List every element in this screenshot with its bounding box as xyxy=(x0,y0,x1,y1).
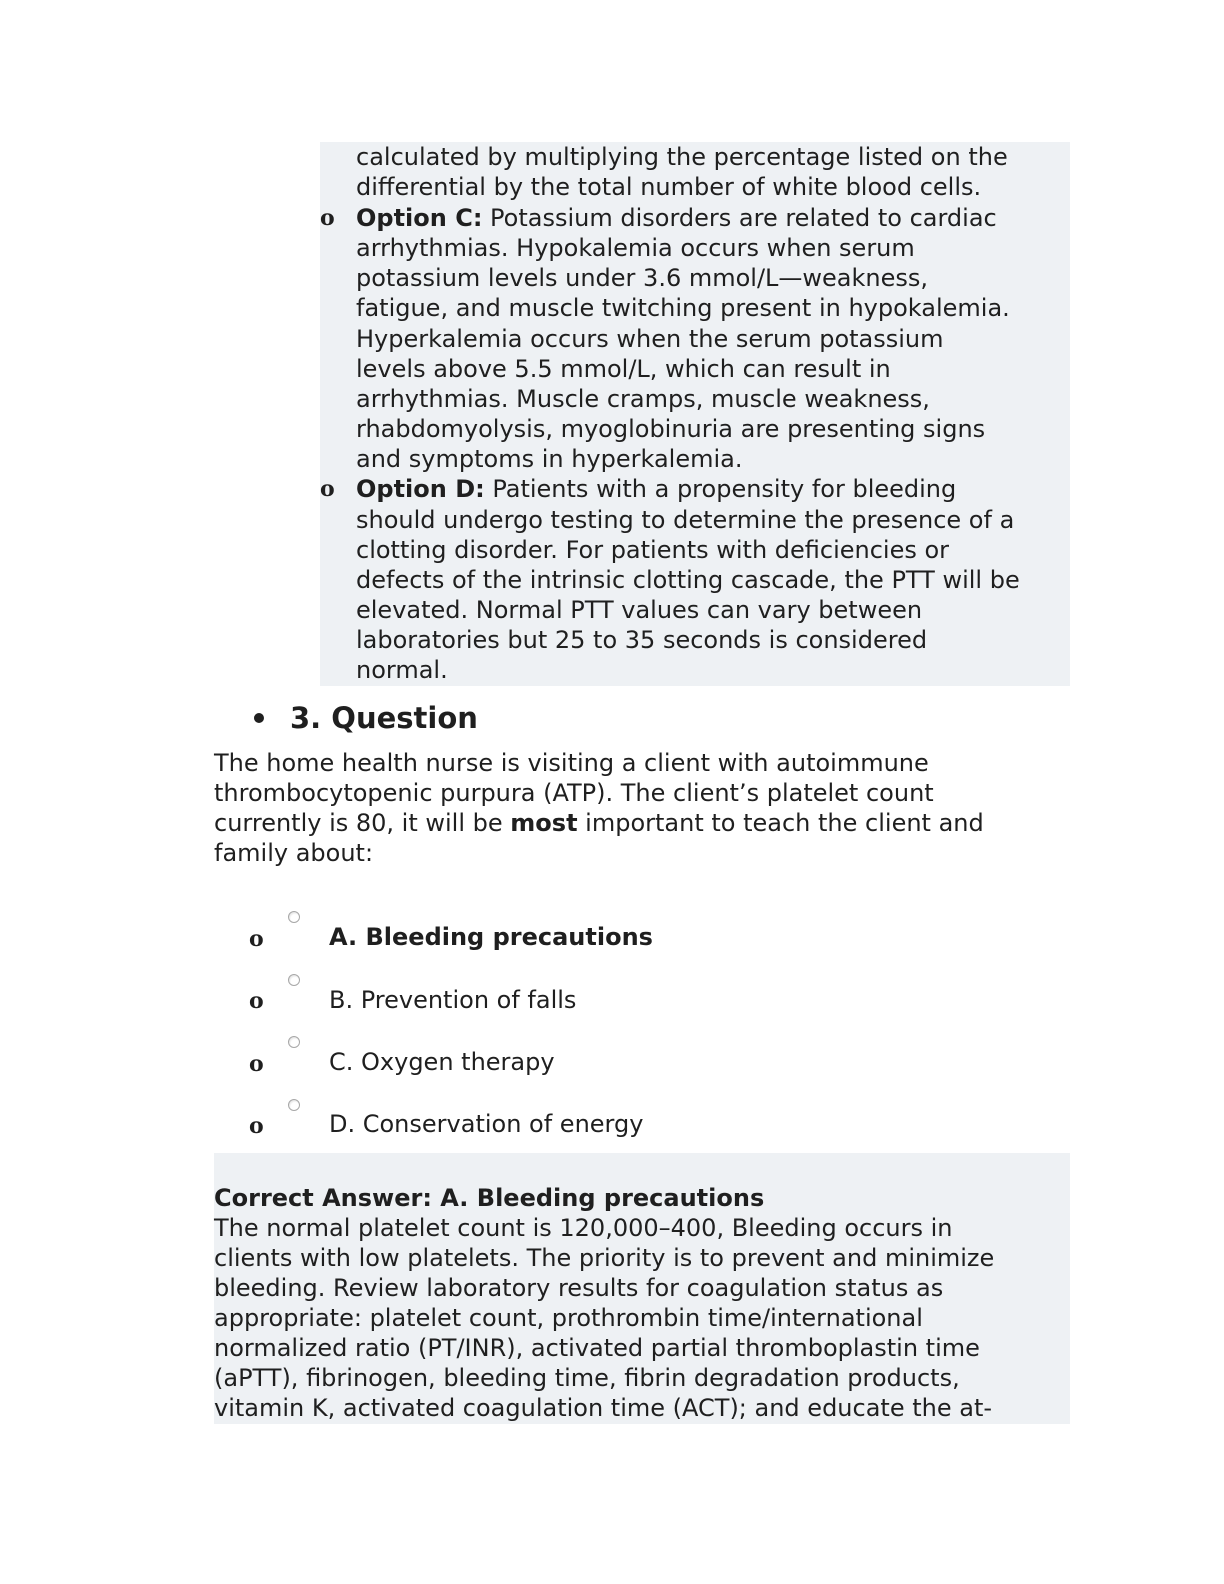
option-c-rationale-line: arrhythmias. Hypokalemia occurs when serum xyxy=(356,234,915,262)
correct-answer-heading: Correct Answer: A. Bleeding precautions xyxy=(214,1184,765,1212)
question-heading xyxy=(244,700,478,736)
answer-explanation-line: (aPTT), fibrinogen, bleeding time, fibrin degradation products, xyxy=(214,1364,960,1392)
option-d-rationale-line: elevated. Normal PTT values can vary between xyxy=(356,596,923,624)
option-c-radio[interactable] xyxy=(288,1036,300,1048)
option-bullet: o xyxy=(249,926,264,952)
answer-explanation-line: normalized ratio (PT/INR), activated partial thromboplastin time xyxy=(214,1334,980,1362)
option-c-rationale-line: levels above 5.5 mmol/L, which can result in xyxy=(356,355,891,383)
option-d-bullet: o xyxy=(320,476,335,502)
option-c-rationale-line: fatigue, and muscle twitching present in hypokalemia. xyxy=(356,294,1010,322)
answer-explanation-line: The normal platelet count is 120,000–400, Bleeding occurs in xyxy=(214,1214,953,1242)
question-stem-line: family about: xyxy=(214,839,374,867)
option-c-rationale-line: Hyperkalemia occurs when the serum potassium xyxy=(356,325,944,353)
option-c-bullet: o xyxy=(320,205,335,231)
stem-emphasis: most xyxy=(510,809,578,837)
answer-explanation-line: vitamin K, activated coagulation time (ACT); and educate the at- xyxy=(214,1394,993,1422)
question-heading-text: 3. Question xyxy=(290,701,478,735)
option-b-radio[interactable] xyxy=(288,974,300,986)
question-stem-line xyxy=(214,808,984,838)
option-a-radio[interactable] xyxy=(288,911,300,923)
rationale-line: differential by the total number of white blood cells. xyxy=(356,173,982,201)
option-d-rationale-first-line xyxy=(356,474,1076,504)
option-c-rationale-line: potassium levels under 3.6 mmol/L—weakness, xyxy=(356,264,929,292)
option-d-rationale-line: normal. xyxy=(356,656,448,684)
option-c-rationale-line: arrhythmias. Muscle cramps, muscle weakness, xyxy=(356,385,930,413)
option-d-label: Option D: xyxy=(356,475,485,503)
stem-text: currently is 80, it will be xyxy=(214,809,511,837)
rationale-line: calculated by multiplying the percentage listed on the xyxy=(356,143,1008,171)
answer-explanation-line: clients with low platelets. The priority is to prevent and minimize xyxy=(214,1244,995,1272)
option-c-text: Potassium disorders are related to cardiac xyxy=(482,204,997,232)
option-a-label[interactable]: A. Bleeding precautions xyxy=(329,923,653,951)
option-d-text: Patients with a propensity for bleeding xyxy=(484,475,957,503)
answer-explanation-line: appropriate: platelet count, prothrombin time/international xyxy=(214,1304,923,1332)
option-bullet: o xyxy=(249,1051,264,1077)
stem-text: important to teach the client and xyxy=(577,809,984,837)
option-c-label[interactable]: C. Oxygen therapy xyxy=(329,1048,555,1076)
option-d-rationale-line: should undergo testing to determine the presence of a xyxy=(356,506,1015,534)
option-d-radio[interactable] xyxy=(288,1099,300,1111)
option-c-rationale-line: rhabdomyolysis, myoglobinuria are presenting signs xyxy=(356,415,986,443)
option-c-label: Option C: xyxy=(356,204,483,232)
option-bullet: o xyxy=(249,1113,264,1139)
answer-explanation-line: bleeding. Review laboratory results for coagulation status as xyxy=(214,1274,944,1302)
option-d-rationale-line: clotting disorder. For patients with deficiencies or xyxy=(356,536,950,564)
option-d-label[interactable]: D. Conservation of energy xyxy=(329,1110,644,1138)
bullet-dot-icon xyxy=(254,713,264,723)
option-c-rationale-line: and symptoms in hyperkalemia. xyxy=(356,445,743,473)
option-d-rationale-line: defects of the intrinsic clotting cascade, the PTT will be xyxy=(356,566,1020,594)
option-b-label[interactable]: B. Prevention of falls xyxy=(329,986,577,1014)
question-stem-line: thrombocytopenic purpura (ATP). The client’s platelet count xyxy=(214,779,934,807)
option-d-rationale-line: laboratories but 25 to 35 seconds is considered xyxy=(356,626,928,654)
option-bullet: o xyxy=(249,988,264,1014)
question-stem-line: The home health nurse is visiting a client with autoimmune xyxy=(214,749,929,777)
option-c-rationale-first-line xyxy=(356,203,1076,233)
